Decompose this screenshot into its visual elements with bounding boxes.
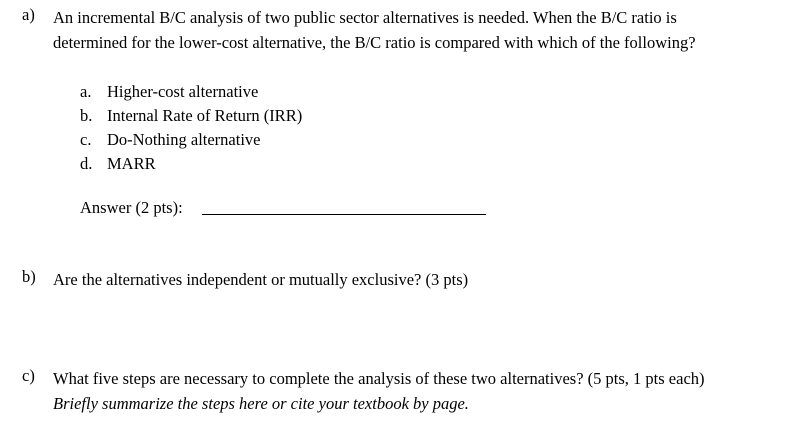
question-c-text bbox=[53, 366, 778, 416]
option-letter: d. bbox=[80, 154, 93, 173]
answer-label: Answer (2 pts): bbox=[80, 198, 183, 217]
question-a-options bbox=[80, 80, 302, 176]
option-letter: b. bbox=[80, 106, 93, 125]
question-b-line-1: Are the alternatives independent or mutually exclusive? (3 pts) bbox=[53, 270, 469, 289]
option-text: Internal Rate of Return (IRR) bbox=[107, 106, 303, 125]
option-text: Do-Nothing alternative bbox=[107, 130, 261, 149]
option-letter: c. bbox=[80, 130, 92, 149]
question-b-text bbox=[53, 267, 778, 292]
option-d bbox=[80, 152, 302, 176]
question-a-line-2: determined for the lower-cost alternative, the B/C ratio is compared with which of the following? bbox=[53, 33, 696, 52]
answer-blank-line[interactable] bbox=[202, 214, 486, 215]
option-b bbox=[80, 104, 302, 128]
option-letter: a. bbox=[80, 82, 92, 101]
option-c bbox=[80, 128, 302, 152]
question-c-line-1: What five steps are necessary to complete the analysis of these two alternatives? (5 pts, 1 pts each) bbox=[53, 369, 705, 388]
question-a-line-1: An incremental B/C analysis of two public sector alternatives is needed. When the B/C ratio is bbox=[53, 8, 677, 27]
question-b-label: b) bbox=[22, 267, 36, 286]
option-a bbox=[80, 80, 302, 104]
question-c-instruction: Briefly summarize the steps here or cite your textbook by page. bbox=[53, 394, 469, 413]
question-a-label: a) bbox=[22, 5, 35, 24]
question-a-text bbox=[53, 5, 778, 55]
question-c-label: c) bbox=[22, 366, 35, 385]
option-text: MARR bbox=[107, 154, 156, 173]
option-text: Higher-cost alternative bbox=[107, 82, 259, 101]
